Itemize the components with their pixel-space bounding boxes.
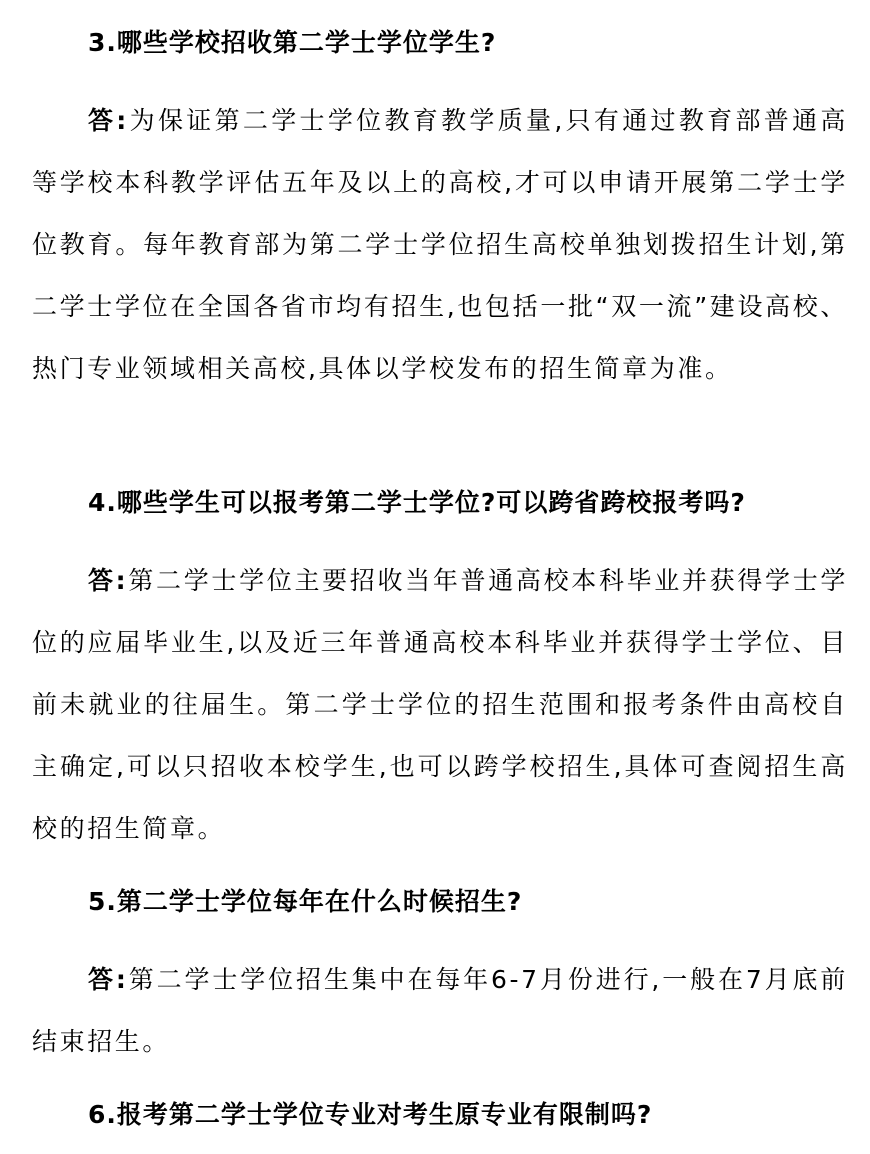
answer-text: 第二学士学位主要招收当年普通高校本科毕业并获得学士学位的应届毕业生,以及近三年普通高校本科毕业并获得学士学位、目前未就业的往届生。第二学士学位的招生范围和报考条件由高校自主确定,可以只招收本校学生,也可以跨学校招生,具体可查阅招生高校的招生简章。 — [32, 566, 848, 843]
faq-question-6: 6.报考第二学士学位专业对考生原专业有限制吗? — [88, 1100, 653, 1129]
answer-label: 答: — [88, 106, 129, 135]
faq-answer-4 — [32, 550, 848, 860]
answer-label: 答: — [88, 566, 129, 595]
answer-label: 答: — [88, 965, 129, 994]
faq-question-4: 4.哪些学生可以报考第二学士学位?可以跨省跨校报考吗? — [88, 488, 746, 517]
faq-question-3: 3.哪些学校招收第二学士学位学生? — [88, 28, 497, 57]
answer-text: 第二学士学位招生集中在每年6-7月份进行,一般在7月底前结束招生。 — [32, 965, 848, 1056]
faq-answer-3 — [32, 90, 848, 400]
faq-answer-5 — [32, 949, 848, 1073]
faq-question-5: 5.第二学士学位每年在什么时候招生? — [88, 887, 523, 916]
answer-text: 为保证第二学士学位教育教学质量,只有通过教育部普通高等学校本科教学评估五年及以上的高校,才可以申请开展第二学士学位教育。每年教育部为第二学士学位招生高校单独划拨招生计划,第二学士学位在全国各省市均有招生,也包括一批“双一流”建设高校、热门专业领域相关高校,具体以学校发布的招生简章为准。 — [32, 106, 848, 383]
